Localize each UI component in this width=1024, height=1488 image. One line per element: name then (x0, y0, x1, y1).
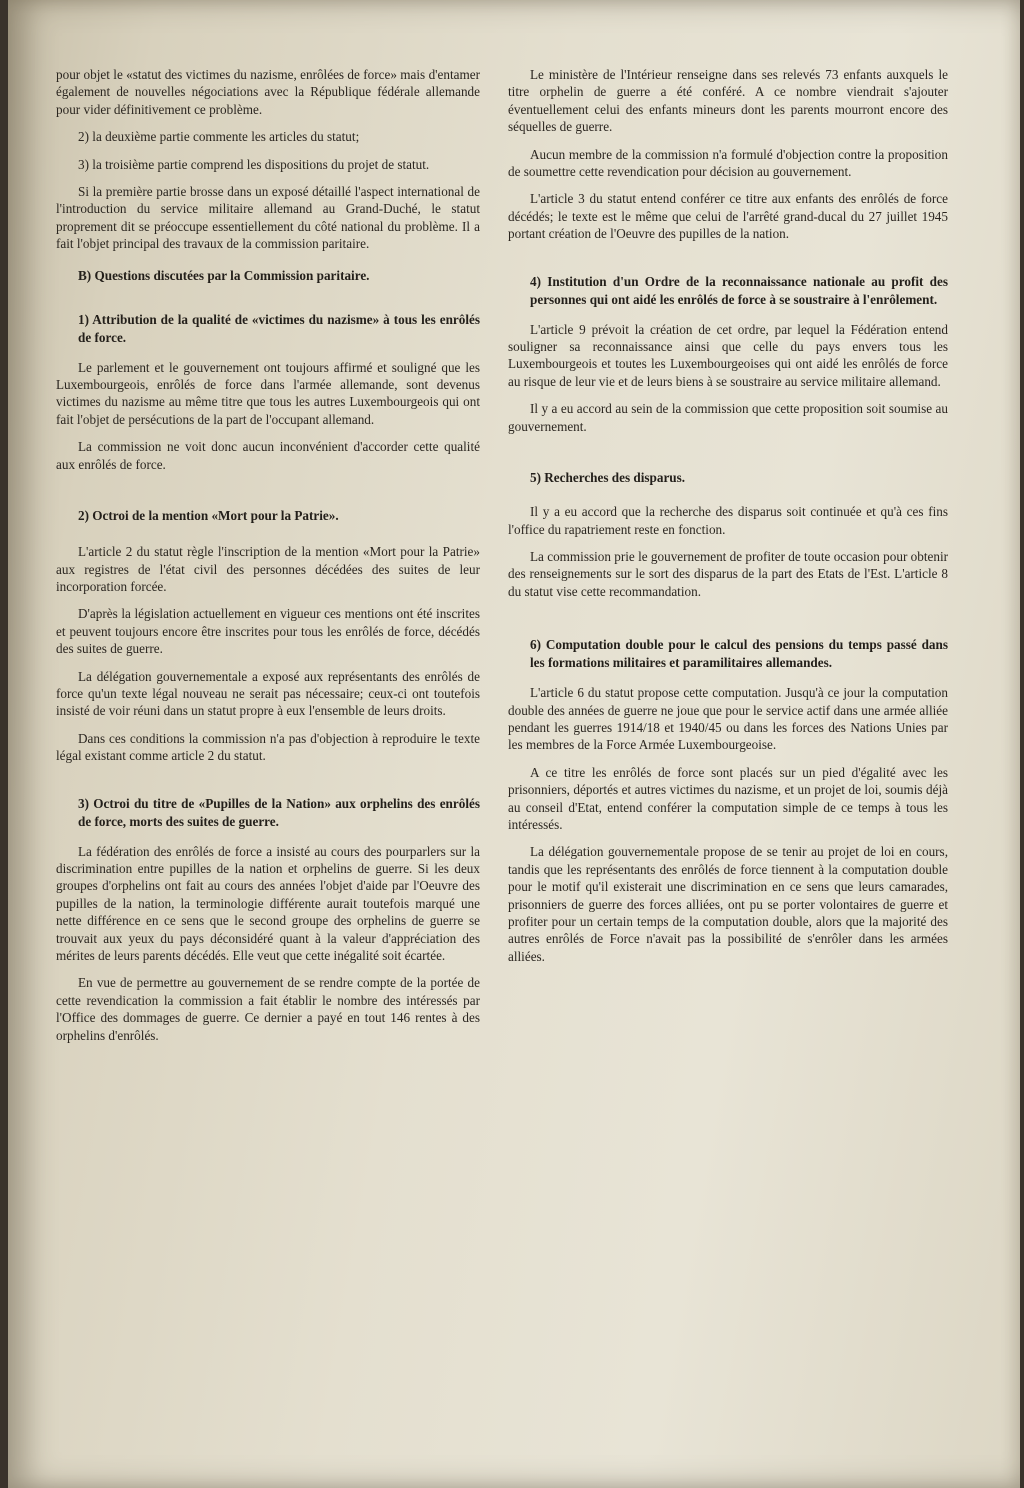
paragraph: L'article 3 du statut entend conférer ce titre aux enfants des enrôlés de force décédés; le texte est le même que celui de l'arrêté grand-ducal du 27 juillet 1945 portant création de l'Oeuvre des pupilles de la nation. (508, 191, 948, 242)
paragraph: D'après la législation actuellement en vigueur ces mentions ont été inscrites et peuvent toujours encore être inscrites pour tous les enrôlés de force, décédés des suites de guerre. (56, 606, 480, 657)
paragraph: Il y a eu accord que la recherche des disparus soit continuée et qu'à ces fins l'office du rapatriement reste en fonction. (508, 504, 948, 537)
section-heading: B) Questions discutées par la Commission paritaire. (78, 267, 370, 283)
section-heading: 2) Octroi de la mention «Mort pour la Patrie». (78, 508, 339, 524)
paragraph: L'article 2 du statut règle l'inscription de la mention «Mort pour la Patrie» aux registres de l'état civil des personnes décédées des suites de leur incorporation forcée. (56, 544, 480, 594)
paragraph: L'article 9 prévoit la création de cet ordre, par lequel la Fédération entend souligner sa reconnaissance ainsi que celle du pays envers tous les Luxembourgeois et toutes les Luxembourgeoises qui ont aidé les enrôlés de force au risque de leur vie et de leurs biens à se soustraire au service militaire allemand. (508, 321, 948, 389)
section-heading: 4) Institution d'un Ordre de la reconnaissance nationale au profit des personnes qui ont aidé les enrôlés de force à se soustraire à l'enrôlement. (530, 273, 948, 307)
paragraph: L'article 6 du statut propose cette computation. Jusqu'à ce jour la computation double des années de guerre ne joue que pour le service actif dans une armée alliée pendant les guerres 1914/18 et 1940/45 ou dans les forces des Nations Unies par les membres de la Force Armée Luxembourgeoise. (508, 685, 948, 753)
left-column (56, 66, 480, 1054)
paragraph: pour objet le «statut des victimes du nazisme, enrôlées de force» mais d'entamer également de nouvelles négociations avec la République fédérale allemande pour vider définitivement ce problème. (56, 67, 480, 117)
paragraph: 3) la troisième partie comprend les dispositions du projet de statut. (78, 156, 430, 172)
section-heading: 6) Computation double pour le calcul des pensions du temps passé dans les formations militaires et paramilitaires allemandes. (530, 637, 948, 671)
paragraph: Il y a eu accord au sein de la commission que cette proposition soit soumise au gouvernement. (508, 401, 948, 434)
paragraph: La fédération des enrôlés de force a insisté au cours des pourparlers sur la discrimination entre pupilles de la nation et orphelins de guerre. Si les deux groupes d'orphelins ont fait au cours des années l'objet d'aide par l'Oeuvre des pupilles de la nation, la terminologie différente aurait toutefois marqué une nette différence en ce sens que le second groupe des orphelins de guerre se trouvait aux yeux du pays déconsidéré quant à la valeur d'appréciation des mérites de leurs parents décédés. Elle veut que cette inégalité soit écartée. (56, 843, 480, 963)
section-heading: 1) Attribution de la qualité de «victimes du nazisme» à tous les enrôlés de force. (78, 311, 480, 345)
paragraph: Aucun membre de la commission n'a formulé d'objection contre la proposition de soumettre cette revendication pour décision au gouvernement. (508, 146, 948, 180)
paragraph: Si la première partie brosse dans un exposé détaillé l'aspect international de l'introduction du service militaire allemand au Grand-Duché, le statut proprement dit se préoccupe essentiellement du côté national du problème. Il a fait l'objet principal des travaux de la commission paritaire. (56, 184, 480, 252)
paragraph: La délégation gouvernementale a exposé aux représentants des enrôlés de force qu'un texte légal nouveau ne serait pas nécessaire; ceux-ci ont toutefois insisté de voir réuni dans un statut propre à eux l'ensemble de leurs droits. (56, 668, 480, 719)
paragraph: Dans ces conditions la commission n'a pas d'objection à reproduire le texte légal existant comme article 2 du statut. (56, 730, 480, 764)
document-page (8, 0, 1020, 1488)
section-heading: 3) Octroi du titre de «Pupilles de la Nation» aux orphelins des enrôlés de force, morts des suites de guerre. (78, 795, 480, 829)
paragraph: En vue de permettre au gouvernement de se rendre compte de la portée de cette revendication la commission a fait établir le nombre des intéressés par l'Office des dommages de guerre. Ce dernier a payé en tout 146 rentes à des orphelins d'enrôlés. (56, 975, 480, 1043)
paragraph: Le ministère de l'Intérieur renseigne dans ses relevés 73 enfants auxquels le titre orphelin de guerre a été conféré. A ce nombre viendrait s'ajouter éventuellement celui des enfants mineurs dont les parents mourront encore des séquelles de guerre. (508, 67, 948, 135)
paragraph: La commission ne voit donc aucun inconvénient d'accorder cette qualité aux enrôlés de force. (56, 439, 480, 472)
paragraph: A ce titre les enrôlés de force sont placés sur un pied d'égalité avec les prisonniers, déportés et autres victimes du nazisme, et un projet de loi, soumis déjà au conseil d'Etat, entend conférer la computation simple de ce temps à tous les intéressés. (508, 764, 948, 832)
paragraph: La commission prie le gouvernement de profiter de toute occasion pour obtenir des renseignements sur le sort des disparus de la part des Etats de l'Est. L'article 8 du statut vise cette recommandation. (508, 548, 948, 599)
section-heading: 5) Recherches des disparus. (530, 470, 686, 486)
paragraph: 2) la deuxième partie commente les articles du statut; (78, 129, 360, 145)
right-column (508, 66, 948, 975)
paragraph: La délégation gouvernementale propose de se tenir au projet de loi en cours, tandis que les représentants des enrôlés de force tiennent à la computation double pour le motif qu'il existerait une discrimination en ce sens que leurs camarades, prisonniers de guerre des forces alliées, ont pu se porter volontaires de guerre et profiter pour un certain temps de la computation double, alors que la majorité des autres enrôlés de Force n'avait pas la possibilité de s'enrôler dans les armées alliées. (508, 844, 948, 964)
paragraph: Le parlement et le gouvernement ont toujours affirmé et souligné que les Luxembourgeois, enrôlés de force dans l'armée allemande, sont devenus victimes du nazisme au même titre que tous les autres Luxembourgeois qui ont fait l'objet de persécutions de la part de l'occupant allemand. (56, 359, 480, 427)
